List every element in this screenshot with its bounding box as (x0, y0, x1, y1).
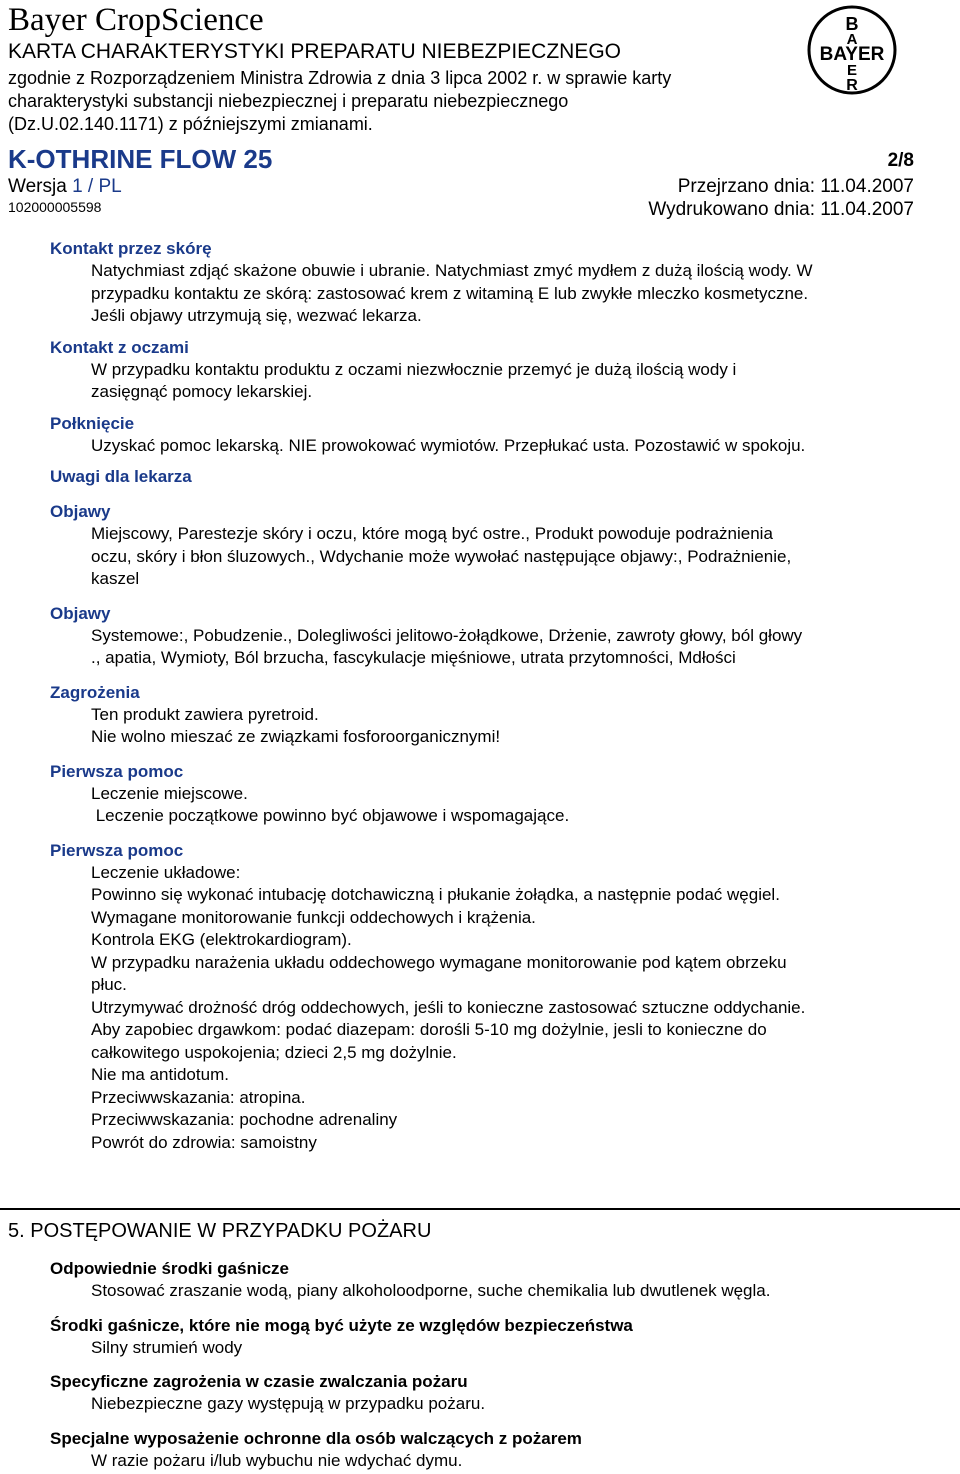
version-label: Wersja (8, 176, 67, 197)
regulation-line-3: (Dz.U.02.140.1171) z późniejszymi zmianami. (8, 114, 373, 134)
section-block (50, 238, 960, 328)
section-body (91, 625, 960, 670)
section-block (50, 761, 960, 828)
section-block (50, 1258, 960, 1303)
product-name: K-OTHRINE FLOW 25 (8, 144, 273, 174)
body-line: W przypadku narażenia układu oddechowego wymagane monitorowanie pod kątem obrzeku (91, 952, 787, 972)
body-line: zasięgnąć pomocy lekarskiej. (91, 382, 313, 401)
body-line: Ten produkt zawiera pyretroid. (91, 704, 319, 724)
page-number: 2/8 (887, 150, 914, 171)
section-body (91, 783, 960, 828)
section-heading: Specjalne wyposażenie ochronne dla osób walczących z pożarem (50, 1428, 582, 1448)
body-line: Niebezpieczne gazy występują w przypadku pożaru. (91, 1394, 486, 1413)
section-body (91, 1280, 960, 1303)
version-info (8, 176, 122, 198)
logo-letter-e: E (846, 62, 858, 79)
body-line: Kontrola EKG (elektrokardiogram). (91, 930, 352, 949)
body-line: Aby zapobiec drgawkom: podać diazepam: dorośli 5-10 mg dożylnie, jesli to konieczne do (91, 1020, 767, 1039)
body-line: Natychmiast zdjąć skażone obuwie i ubranie. Natychmiast zmyć mydłem z dużą ilością wody. W (91, 261, 813, 280)
revision-date: Przejrzano dnia: 11.04.2007 (677, 176, 914, 197)
body-line: Systemowe:, Pobudzenie., Dolegliwości jelitowo-żołądkowe, Drżenie, zawroty głowy, ból głowy (91, 625, 803, 645)
body-line: Przeciwwskazania: pochodne adrenaliny (91, 1110, 398, 1129)
section-body (91, 435, 960, 458)
section-block (50, 603, 960, 670)
section-body (91, 862, 960, 1155)
section-block (50, 840, 960, 1155)
section-block (50, 337, 960, 404)
bayer-logo (806, 4, 898, 96)
section-heading: Objawy (50, 603, 111, 623)
body-line: Jeśli objawy utrzymują się, wezwać lekarza. (91, 306, 422, 325)
section-block (50, 682, 960, 749)
body-line: kaszel (91, 569, 140, 588)
section-body (91, 260, 960, 328)
body-line: całkowitego uspokojenia; dzieci 2,5 mg dożylnie. (91, 1042, 457, 1062)
section-heading: Kontakt z oczami (50, 337, 189, 357)
body-line: Powinno się wykonać intubację dotchawiczną i płukanie żołądka, a następnie podać węgiel. (91, 885, 780, 904)
body-line: ., apatia, Wymioty, Ból brzucha, fascykulacje mięśniowe, utrata przytomności, Mdłości (91, 648, 736, 667)
section-heading: Uwagi dla lekarza (50, 467, 192, 486)
fire-fighting-content (0, 1258, 960, 1472)
version-value: 1 / PL (72, 176, 122, 197)
print-date: Wydrukowano dnia: 11.04.2007 (648, 199, 914, 220)
section-heading: Odpowiednie środki gaśnicze (50, 1259, 289, 1278)
section-heading: Zagrożenia (50, 682, 140, 702)
section-body (91, 1393, 960, 1416)
section-block (50, 1371, 960, 1416)
section-divider (0, 1208, 960, 1210)
section-heading: Pierwsza pomoc (50, 840, 184, 860)
company-name: Bayer CropScience (8, 2, 264, 38)
section-body (91, 1450, 960, 1473)
body-line: Wymagane monitorowanie funkcji oddechowych i krążenia. (91, 907, 536, 927)
section-body (91, 704, 960, 749)
document-type: KARTA CHARAKTERYSTYKI PREPARATU NIEBEZPIECZNEGO (8, 40, 622, 63)
regulation-line-2: charakterystyki substancji niebezpiecznej i preparatu niebezpiecznego (8, 91, 569, 111)
logo-letter-a: A (846, 31, 858, 48)
section-block (50, 1428, 960, 1473)
body-line: Stosować zraszanie wodą, piany alkoholoodporne, suche chemikalia lub dwutlenek węgla. (91, 1281, 771, 1300)
body-line: Powrót do zdrowia: samoistny (91, 1132, 317, 1152)
section-body (91, 1337, 960, 1360)
logo-word: BAYER (819, 44, 885, 65)
section-heading: Kontakt przez skórę (50, 239, 212, 258)
section-body (91, 359, 960, 404)
body-line: Miejscowy, Parestezje skóry i oczu, które mogą być ostre., Produkt powoduje podrażnienia (91, 524, 773, 543)
body-line: Przeciwwskazania: atropina. (91, 1087, 306, 1107)
logo-letter-b: B (845, 14, 859, 34)
section-heading: Środki gaśnicze, które nie mogą być użyte ze względów bezpieczeństwa (50, 1315, 633, 1335)
body-line: Nie wolno mieszać ze związkami fosforoorganicznymi! (91, 727, 501, 746)
body-line: Leczenie miejscowe. (91, 783, 248, 803)
chapter-5-title: 5. POSTĘPOWANIE W PRZYPADKU POŻARU (8, 1220, 432, 1242)
logo-letter-r: R (846, 77, 858, 94)
section-block (50, 466, 960, 488)
regulation-line-1: zgodnie z Rozporządzeniem Ministra Zdrowia z dnia 3 lipca 2002 r. w sprawie karty (8, 68, 672, 88)
body-line: Leczenie początkowe powinno być objawowe i wspomagające. (91, 806, 570, 825)
section-block (50, 1315, 960, 1360)
first-aid-content (0, 238, 960, 1154)
body-line: Uzyskać pomoc lekarską. NIE prowokować wymiotów. Przepłukać usta. Pozostawić w spokoju. (91, 435, 806, 455)
section-heading: Objawy (50, 502, 111, 521)
document-id: 102000005598 (8, 199, 102, 215)
body-line: Nie ma antidotum. (91, 1065, 229, 1084)
body-line: Utrzymywać drożność dróg oddechowych, jeśli to konieczne zastosować sztuczne oddychanie. (91, 997, 806, 1017)
section-block (50, 413, 960, 458)
body-line: oczu, skóry i błon śluzowych., Wdychanie może wywołać następujące objawy:, Podrażnienie, (91, 546, 792, 566)
section-block (50, 501, 960, 591)
section-body (91, 523, 960, 591)
section-heading: Pierwsza pomoc (50, 761, 184, 781)
body-line: W razie pożaru i/lub wybuchu nie wdychać dymu. (91, 1450, 463, 1470)
body-line: płuc. (91, 975, 127, 994)
body-line: Leczenie układowe: (91, 862, 241, 882)
section-heading: Połknięcie (50, 413, 135, 433)
body-line: przypadku kontaktu ze skórą: zastosować krem z witaminą E lub zwykłe mleczko kosmetyczne. (91, 283, 809, 303)
body-line: Silny strumień wody (91, 1337, 243, 1357)
section-heading: Specyficzne zagrożenia w czasie zwalczania pożaru (50, 1372, 468, 1391)
body-line: W przypadku kontaktu produktu z oczami niezwłocznie przemyć je dużą ilością wody i (91, 359, 737, 379)
